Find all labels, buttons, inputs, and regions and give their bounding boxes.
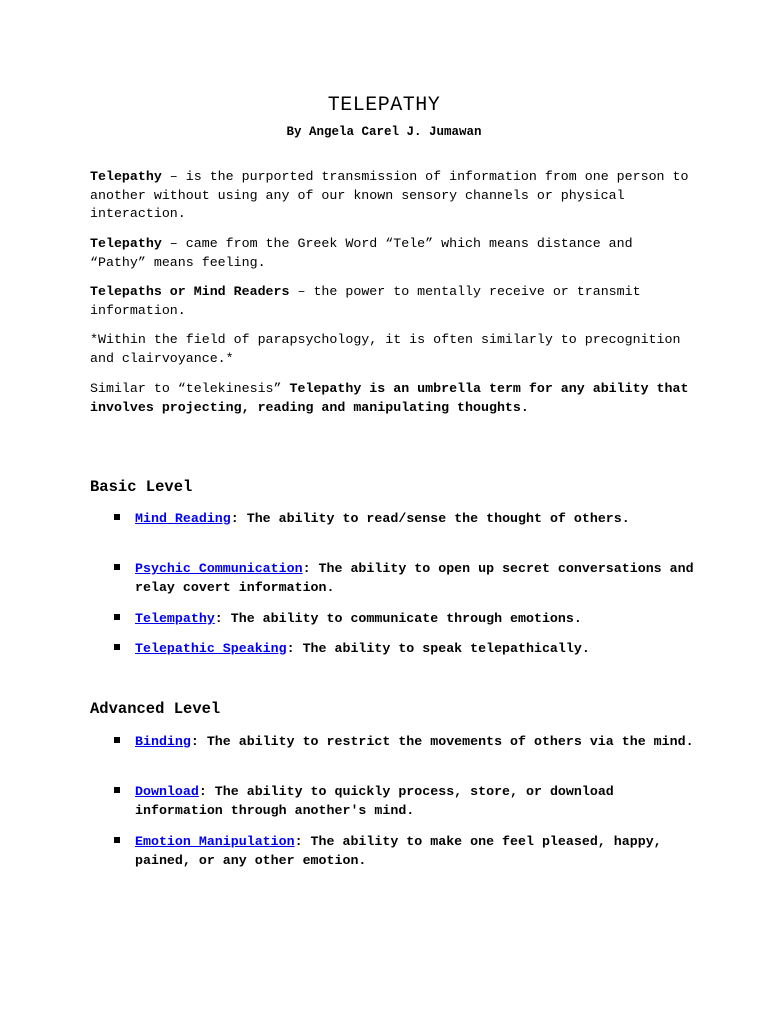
list-item-text: : The ability to read/sense the thought of others. [230, 511, 630, 526]
paragraph-telepaths [90, 283, 690, 320]
link-telepathic-speaking[interactable]: Telepathic Speaking [135, 641, 287, 656]
square-bullet-icon [114, 514, 120, 520]
list-item-text: : The ability to speak telepathically. [286, 641, 590, 656]
paragraph-text: – the power to mentally receive or transmit information. [90, 284, 641, 318]
document-author: By Angela Carel J. Jumawan [286, 125, 482, 139]
paragraph-bold: Telepathy is an umbrella term for any ability that involves projecting, reading and manipulating thoughts. [90, 381, 689, 415]
paragraph-text: – is the purported transmission of information from one person to another without using any of our known sensory channels or physical interaction. [90, 169, 689, 222]
paragraph-term: Telepathy [90, 169, 162, 184]
paragraph-text: *Within the field of parapsychology, it is often similarly to precognition and clairvoyance.* [90, 332, 681, 366]
list-item-text: : The ability to quickly process, store, or download information through another's mind. [135, 784, 614, 818]
list-item-text: : The ability to restrict the movements of others via the mind. [190, 734, 694, 749]
square-bullet-icon [114, 564, 120, 570]
paragraph-etymology [90, 235, 690, 272]
section-heading-advanced: Advanced Level [90, 700, 221, 718]
link-binding[interactable]: Binding [135, 734, 191, 749]
list-item-text: : The ability to communicate through emotions. [214, 611, 582, 626]
paragraph-parapsychology [90, 331, 690, 368]
link-emotion-manipulation[interactable]: Emotion Manipulation [135, 834, 295, 849]
link-telempathy[interactable]: Telempathy [135, 611, 215, 626]
link-psychic-communication[interactable]: Psychic Communication [135, 561, 303, 576]
list-item-text: : The ability to make one feel pleased, happy, pained, or any other emotion. [135, 834, 662, 868]
list-item-text: : The ability to open up secret conversations and relay covert information. [135, 561, 694, 595]
link-download[interactable]: Download [135, 784, 199, 799]
document-title: TELEPATHY [327, 94, 441, 117]
paragraph-lead: Similar to “telekinesis” [90, 381, 290, 396]
square-bullet-icon [114, 614, 120, 620]
square-bullet-icon [114, 787, 120, 793]
paragraph-umbrella-term [90, 380, 690, 417]
paragraph-term: Telepaths or Mind Readers [90, 284, 290, 299]
paragraph-text: – came from the Greek Word “Tele” which means distance and “Pathy” means feeling. [90, 236, 633, 270]
section-heading-basic: Basic Level [90, 478, 193, 496]
square-bullet-icon [114, 737, 120, 743]
paragraph-definition [90, 168, 690, 224]
square-bullet-icon [114, 644, 120, 650]
square-bullet-icon [114, 837, 120, 843]
link-mind-reading[interactable]: Mind Reading [135, 511, 231, 526]
paragraph-term: Telepathy [90, 236, 162, 251]
